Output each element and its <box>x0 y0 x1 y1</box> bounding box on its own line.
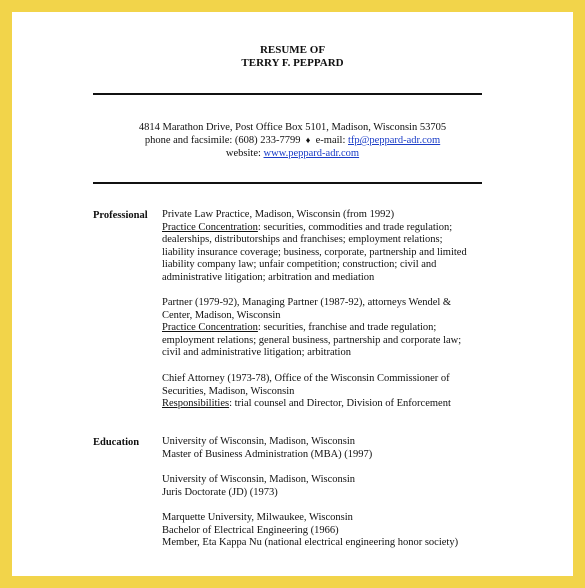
entry-line: employment relations; general business, partnership and corporate law; <box>162 334 462 346</box>
concentration-label: Practice Concentration <box>162 322 258 334</box>
website-label: website: <box>225 148 261 159</box>
resume-title-line1: RESUME OF <box>259 44 326 56</box>
address: 4814 Marathon Drive, Post Office Box 5101, Madison, Wisconsin 53705 <box>138 122 447 133</box>
entry-line: Marquette University, Milwaukee, Wisconsin <box>162 512 353 523</box>
email-label: e-mail: <box>315 135 346 146</box>
entry-line: Partner (1979-92), Managing Partner (1987-92), attorneys Wendel & <box>162 297 452 308</box>
concentration-text: : securities, franchise and trade regulation; <box>257 322 437 334</box>
resume-name: TERRY F. PEPPARD <box>241 57 344 69</box>
entry-line: Securities, Madison, Wisconsin <box>162 385 295 397</box>
education-entry-2 <box>162 474 492 499</box>
entry-line: liability company law; unfair competition; construction; civil and <box>162 259 437 271</box>
education-entry-3 <box>162 512 492 550</box>
entry-line: University of Wisconsin, Madison, Wisconsin <box>162 436 356 447</box>
concentration-text: : securities, commodities and trade regulation; <box>257 221 453 233</box>
entry-line: administrative litigation; arbitration and mediation <box>162 271 375 283</box>
professional-entry-3 <box>162 373 492 411</box>
bottom-rule <box>93 182 482 184</box>
professional-entry-2 <box>162 297 492 360</box>
entry-line: liability insurance coverage; business, corporate, partnership and limited <box>162 246 467 258</box>
concentration-line <box>162 222 492 235</box>
phone-email-line <box>12 134 573 147</box>
entry-line: University of Wisconsin, Madison, Wisconsin <box>162 474 356 485</box>
education-entry-1 <box>162 436 492 461</box>
responsibilities-line <box>162 398 492 411</box>
education-heading: Education <box>93 437 140 448</box>
entry-line: Master of Business Administration (MBA) (1997) <box>162 448 373 460</box>
professional-entry-1 <box>162 209 492 285</box>
top-rule <box>93 93 482 95</box>
concentration-label: Practice Concentration <box>162 221 258 233</box>
entry-line: Member, Eta Kappa Nu (national electrical engineering honor society) <box>162 537 459 549</box>
entry-line: civil and administrative litigation; arbitration <box>162 347 351 359</box>
diamond-icon: ♦ <box>305 135 311 145</box>
phone: phone and facsimile: (608) 233-7799 <box>144 135 301 146</box>
entry-line: Juris Doctorate (JD) (1973) <box>162 486 278 498</box>
resume-page <box>12 12 573 576</box>
concentration-line <box>162 322 492 335</box>
entry-line: dealerships, distributorships and franchises; employment relations; <box>162 234 443 246</box>
website-line <box>12 147 573 160</box>
entry-line: Private Law Practice, Madison, Wisconsin (from 1992) <box>162 209 395 220</box>
email-link[interactable]: tfp@peppard-adr.com <box>348 135 441 146</box>
professional-heading: Professional <box>93 210 148 221</box>
entry-line: Bachelor of Electrical Engineering (1966) <box>162 524 339 536</box>
responsibilities-text: : trial counsel and Director, Division of Enforcement <box>229 398 451 410</box>
entry-line: Chief Attorney (1973-78), Office of the Wisconsin Commissioner of <box>162 373 450 384</box>
website-link[interactable]: www.peppard-adr.com <box>263 148 360 159</box>
responsibilities-label: Responsibilities <box>162 398 230 410</box>
entry-line: Center, Madison, Wisconsin <box>162 309 281 321</box>
